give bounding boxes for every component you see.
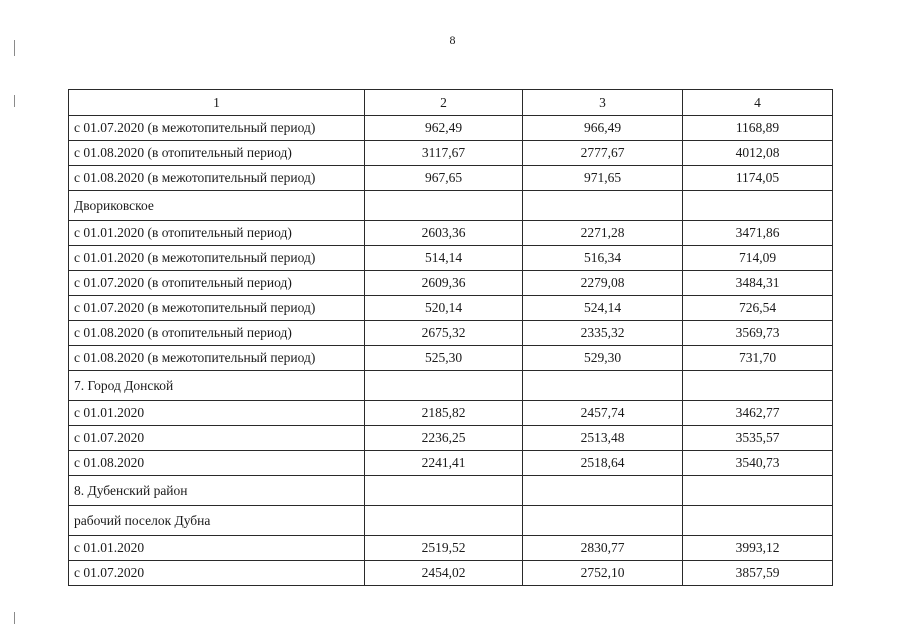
value-cell: 514,14 — [365, 246, 523, 271]
value-cell: 971,65 — [523, 166, 683, 191]
row-label-cell: с 01.07.2020 (в межотопительный период) — [69, 296, 365, 321]
value-cell: 2454,02 — [365, 561, 523, 586]
value-cell: 1174,05 — [683, 166, 833, 191]
table-row — [69, 296, 833, 321]
column-header: 4 — [683, 90, 833, 116]
tariff-table — [68, 89, 833, 586]
row-label-cell: Двориковское — [69, 191, 365, 221]
value-cell — [683, 191, 833, 221]
value-cell: 4012,08 — [683, 141, 833, 166]
row-label-cell: с 01.07.2020 (в отопительный период) — [69, 271, 365, 296]
row-label-cell: с 01.08.2020 (в межотопительный период) — [69, 346, 365, 371]
value-cell — [365, 506, 523, 536]
value-cell: 2603,36 — [365, 221, 523, 246]
table-row — [69, 536, 833, 561]
value-cell: 2777,67 — [523, 141, 683, 166]
value-cell — [523, 506, 683, 536]
row-label-cell: с 01.01.2020 — [69, 536, 365, 561]
value-cell: 3569,73 — [683, 321, 833, 346]
row-label-cell: с 01.07.2020 (в межотопительный период) — [69, 116, 365, 141]
value-cell: 3117,67 — [365, 141, 523, 166]
value-cell: 2518,64 — [523, 451, 683, 476]
table-row — [69, 506, 833, 536]
column-header: 2 — [365, 90, 523, 116]
table-row — [69, 561, 833, 586]
row-label-cell: с 01.01.2020 — [69, 401, 365, 426]
value-cell — [683, 476, 833, 506]
row-label-cell: с 01.08.2020 (в отопительный период) — [69, 141, 365, 166]
column-header: 3 — [523, 90, 683, 116]
value-cell: 1168,89 — [683, 116, 833, 141]
value-cell: 2241,41 — [365, 451, 523, 476]
value-cell: 2752,10 — [523, 561, 683, 586]
value-cell: 2236,25 — [365, 426, 523, 451]
value-cell: 2271,28 — [523, 221, 683, 246]
value-cell: 2519,52 — [365, 536, 523, 561]
row-label-cell: с 01.07.2020 — [69, 426, 365, 451]
table-row — [69, 451, 833, 476]
value-cell: 2609,36 — [365, 271, 523, 296]
table-row — [69, 271, 833, 296]
value-cell: 516,34 — [523, 246, 683, 271]
value-cell: 962,49 — [365, 116, 523, 141]
value-cell: 3484,31 — [683, 271, 833, 296]
row-label-cell: рабочий поселок Дубна — [69, 506, 365, 536]
value-cell: 2457,74 — [523, 401, 683, 426]
value-cell: 529,30 — [523, 346, 683, 371]
row-label-cell: с 01.01.2020 (в отопительный период) — [69, 221, 365, 246]
row-label-cell: с 01.01.2020 (в межотопительный период) — [69, 246, 365, 271]
value-cell: 3471,86 — [683, 221, 833, 246]
table-row — [69, 191, 833, 221]
table-body — [69, 116, 833, 586]
value-cell: 3857,59 — [683, 561, 833, 586]
table-row — [69, 116, 833, 141]
row-label-cell: с 01.08.2020 (в межотопительный период) — [69, 166, 365, 191]
table-row — [69, 246, 833, 271]
value-cell: 3535,57 — [683, 426, 833, 451]
value-cell — [365, 476, 523, 506]
value-cell: 2675,32 — [365, 321, 523, 346]
row-label-cell: 7. Город Донской — [69, 371, 365, 401]
value-cell: 3993,12 — [683, 536, 833, 561]
table-row — [69, 371, 833, 401]
value-cell: 731,70 — [683, 346, 833, 371]
value-cell: 2335,32 — [523, 321, 683, 346]
table-row — [69, 141, 833, 166]
row-label-cell: 8. Дубенский район — [69, 476, 365, 506]
value-cell — [523, 476, 683, 506]
value-cell — [365, 371, 523, 401]
page-number: 8 — [449, 33, 456, 47]
margin-rule-top — [14, 40, 15, 56]
table-row — [69, 321, 833, 346]
table-row — [69, 166, 833, 191]
margin-rule-middle — [14, 95, 15, 107]
margin-rule-bottom — [14, 612, 15, 624]
value-cell: 2830,77 — [523, 536, 683, 561]
row-label-cell: с 01.07.2020 — [69, 561, 365, 586]
value-cell: 3540,73 — [683, 451, 833, 476]
value-cell — [365, 191, 523, 221]
table-header-row — [69, 90, 833, 116]
table-row — [69, 401, 833, 426]
value-cell: 520,14 — [365, 296, 523, 321]
value-cell — [683, 371, 833, 401]
row-label-cell: с 01.08.2020 — [69, 451, 365, 476]
value-cell — [683, 506, 833, 536]
value-cell: 3462,77 — [683, 401, 833, 426]
value-cell — [523, 371, 683, 401]
value-cell: 967,65 — [365, 166, 523, 191]
value-cell: 966,49 — [523, 116, 683, 141]
table-row — [69, 426, 833, 451]
value-cell: 2185,82 — [365, 401, 523, 426]
value-cell — [523, 191, 683, 221]
table-row — [69, 346, 833, 371]
table-row — [69, 476, 833, 506]
column-header: 1 — [69, 90, 365, 116]
value-cell: 714,09 — [683, 246, 833, 271]
value-cell: 2513,48 — [523, 426, 683, 451]
row-label-cell: с 01.08.2020 (в отопительный период) — [69, 321, 365, 346]
value-cell: 726,54 — [683, 296, 833, 321]
value-cell: 2279,08 — [523, 271, 683, 296]
table-row — [69, 221, 833, 246]
value-cell: 525,30 — [365, 346, 523, 371]
value-cell: 524,14 — [523, 296, 683, 321]
